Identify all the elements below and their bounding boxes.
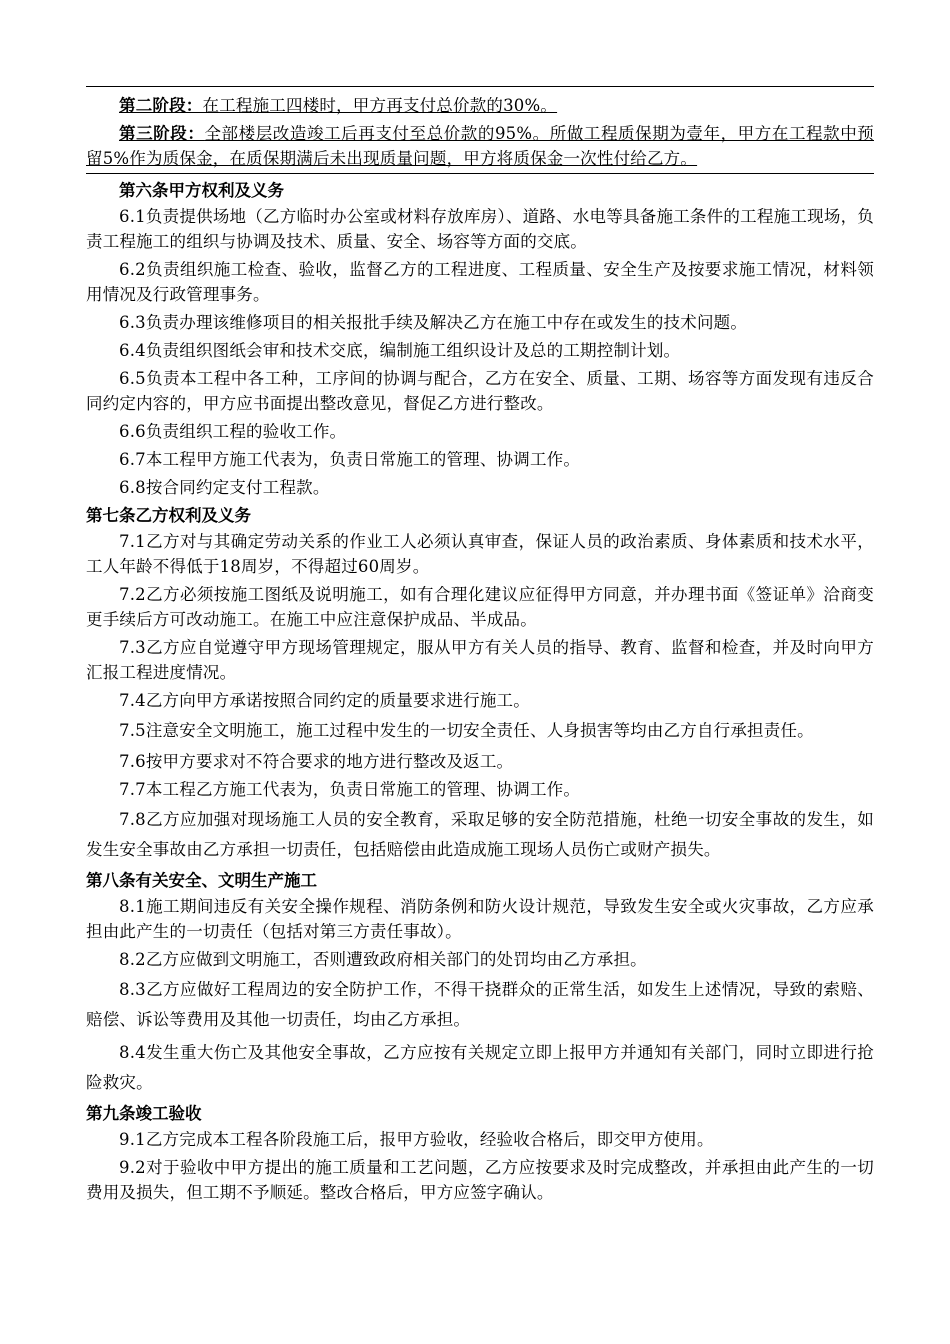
clause-6-6: 6.6负责组织工程的验收工作。	[119, 422, 347, 441]
clause-9-1: 9.1乙方完成本工程各阶段施工后，报甲方验收，经验收合格后，即交甲方使用。	[119, 1130, 714, 1149]
clause-8-4: 8.4发生重大伤亡及其他安全事故，乙方应按有关规定立即上报甲方并通知有关部门，同时立即进行抢险救灾。	[86, 1043, 874, 1092]
article-8-title: 第八条有关安全、文明生产施工	[86, 871, 317, 890]
clause-6-3: 6.3负责办理该维修项目的相关报批手续及解决乙方在施工中存在或发生的技术问题。	[119, 313, 748, 332]
clause-8-3: 8.3乙方应做好工程周边的安全防护工作，不得干挠群众的正常生活，如发生上述情况，导致的索赔、赔偿、诉讼等费用及其他一切责任，均由乙方承担。	[86, 980, 874, 1029]
clause-9-2: 9.2对于验收中甲方提出的施工质量和工艺问题，乙方应按要求及时完成整改，并承担由此产生的一切费用及损失，但工期不予顺延。整改合格后，甲方应签字确认。	[86, 1158, 874, 1202]
clause-7-5: 7.5注意安全文明施工，施工过程中发生的一切安全责任、人身损害等均由乙方自行承担责任。	[119, 721, 814, 740]
clause-6-2: 6.2负责组织施工检查、验收，监督乙方的工程进度、工程质量、安全生产及按要求施工情况，材料领用情况及行政管理事务。	[86, 260, 874, 304]
clause-7-8: 7.8乙方应加强对现场施工人员的安全教育，采取足够的安全防范措施，杜绝一切安全事故的发生，如发生安全事故由乙方承担一切责任，包括赔偿由此造成施工现场人员伤亡或财产损失。	[86, 810, 874, 859]
bottom-rule	[86, 173, 874, 174]
article-7-title: 第七条乙方权利及义务	[86, 506, 251, 525]
clause-6-4: 6.4负责组织图纸会审和技术交底，编制施工组织设计及总的工期控制计划。	[119, 341, 681, 360]
article-6-title: 第六条甲方权利及义务	[119, 181, 284, 200]
clause-7-1: 7.1乙方对与其确定劳动关系的作业工人必须认真审查，保证人员的政治素质、身体素质和技术水平，工人年龄不得低于18周岁，不得超过60周岁。	[86, 532, 874, 576]
clause-7-3: 7.3乙方应自觉遵守甲方现场管理规定，服从甲方有关人员的指导、教育、监督和检查，并及时向甲方汇报工程进度情况。	[86, 638, 874, 682]
article-9-title: 第九条竣工验收	[86, 1104, 202, 1123]
payment-stage-2	[86, 93, 874, 118]
payment-stage-3	[86, 121, 874, 171]
clause-6-5: 6.5负责本工程中各工种，工序间的协调与配合，乙方在安全、质量、工期、场容等方面发现有违反合同约定内容的，甲方应书面提出整改意见，督促乙方进行整改。	[86, 369, 874, 413]
clause-6-7: 6.7本工程甲方施工代表为，负责日常施工的管理、协调工作。	[119, 450, 581, 469]
clause-6-1: 6.1负责提供场地（乙方临时办公室或材料存放库房）、道路、水电等具备施工条件的工程施工现场，负责工程施工的组织与协调及技术、质量、安全、场容等方面的交底。	[86, 207, 874, 251]
clause-7-7: 7.7本工程乙方施工代表为，负责日常施工的管理、协调工作。	[119, 780, 581, 799]
clause-8-2: 8.2乙方应做到文明施工，否则遭致政府相关部门的处罚均由乙方承担。	[119, 950, 647, 969]
stage-3-label: 第三阶段：	[119, 124, 205, 143]
stage-2-text: 在工程施工四楼时，甲方再支付总价款的30%。	[202, 96, 558, 115]
clause-7-4: 7.4乙方向甲方承诺按照合同约定的质量要求进行施工。	[119, 691, 530, 710]
clause-6-8: 6.8按合同约定支付工程款。	[119, 478, 330, 497]
document-page	[86, 86, 874, 1205]
stage-2-label: 第二阶段：	[119, 96, 203, 115]
top-rule	[86, 86, 874, 87]
clause-8-1: 8.1施工期间违反有关安全操作规程、消防条例和防火设计规范，导致发生安全或火灾事故，乙方应承担由此产生的一切责任（包括对第三方责任事故）。	[86, 897, 874, 941]
clause-7-6: 7.6按甲方要求对不符合要求的地方进行整改及返工。	[119, 752, 514, 771]
stage-3-text: 全部楼层改造竣工后再支付至总价款的95%。所做工程质保期为壹年，甲方在工程款中预留5%作为质保金，在质保期满后未出现质量问题，甲方将质保金一次性付给乙方。	[86, 124, 874, 168]
clause-7-2: 7.2乙方必须按施工图纸及说明施工，如有合理化建议应征得甲方同意，并办理书面《签证单》洽商变更手续后方可改动施工。在施工中应注意保护成品、半成品。	[86, 585, 874, 629]
